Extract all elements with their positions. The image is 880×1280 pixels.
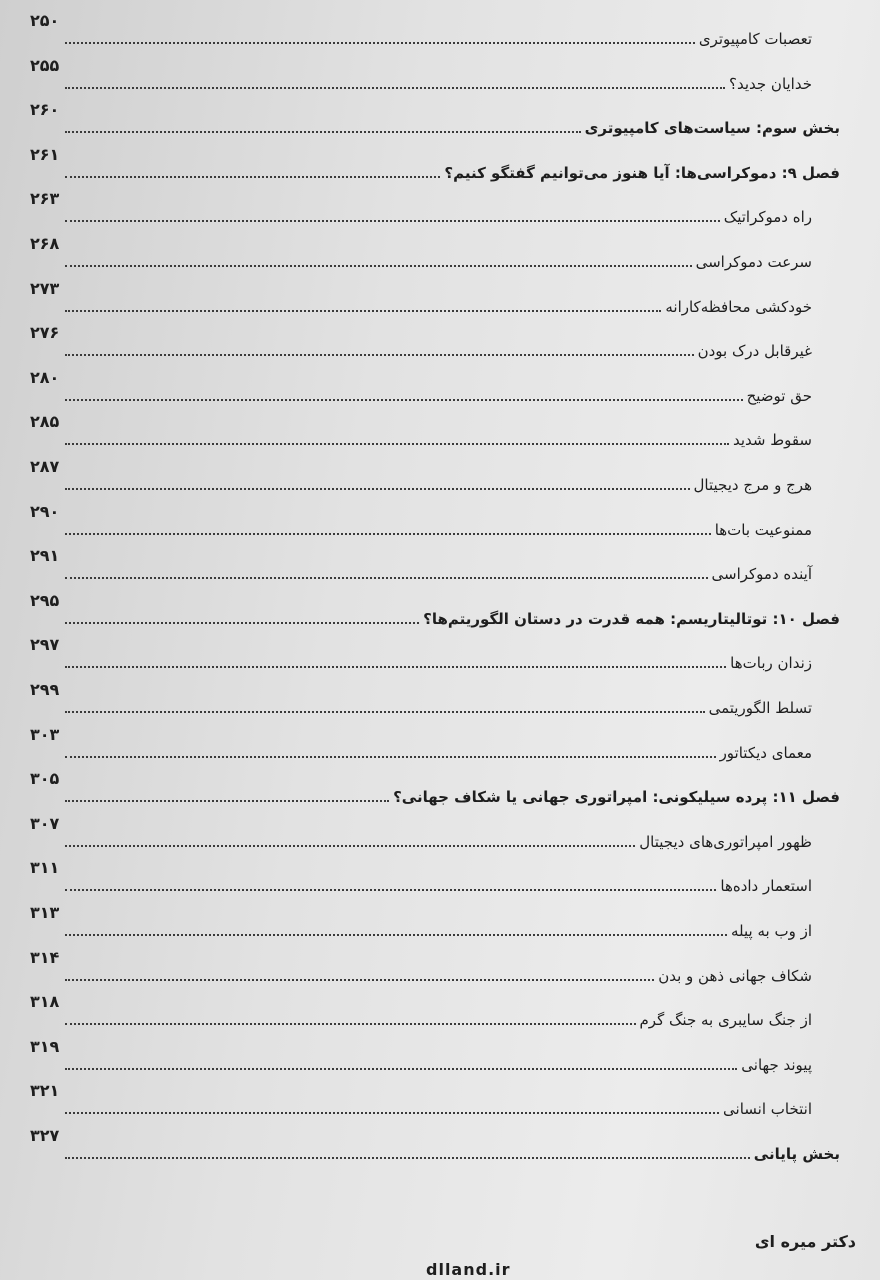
toc-entry-page-number: ۳۰۵ bbox=[30, 769, 60, 789]
toc-entry bbox=[30, 186, 840, 226]
toc-entry bbox=[30, 409, 840, 449]
toc-entry-title: خودکشی محافظه‌کارانه bbox=[665, 297, 812, 316]
toc-entry-page-number: ۳۱۸ bbox=[30, 992, 60, 1012]
toc-entry-page-number: ۳۰۳ bbox=[30, 724, 60, 744]
toc-entry-title: ظهور امپراتوری‌های دیجیتال bbox=[639, 832, 812, 851]
toc-entry-page-number: ۲۵۰ bbox=[30, 11, 60, 30]
toc-entry-page-number: ۲۵۵ bbox=[30, 55, 60, 75]
toc-entry bbox=[30, 231, 840, 271]
toc-entry-title: سقوط شدید bbox=[732, 431, 812, 450]
dot-leader bbox=[65, 176, 440, 178]
toc-entry bbox=[30, 900, 840, 940]
toc-entry-title: حق توضیح bbox=[746, 386, 812, 405]
toc-entry-title: فصل ۱۱: پرده سیلیکونی: امپراتوری جهانی یا شکاف جهانی؟ bbox=[393, 788, 840, 807]
toc-entry bbox=[30, 1078, 840, 1118]
toc-entry-page-number: ۲۷۶ bbox=[30, 323, 60, 343]
toc-entry bbox=[30, 97, 840, 137]
toc-entry-title: زندان ربات‌ها bbox=[730, 654, 812, 673]
toc-entry-page-number: ۳۱۴ bbox=[30, 947, 60, 967]
dot-leader bbox=[65, 1068, 737, 1070]
toc-entry-title: پیوند جهانی bbox=[741, 1055, 812, 1074]
toc-entry bbox=[30, 945, 840, 985]
toc-entry-page-number: ۲۹۰ bbox=[30, 501, 60, 521]
author-name: دکتر میره ای bbox=[754, 1232, 856, 1251]
toc-entry-page-number: ۲۸۵ bbox=[30, 412, 60, 432]
toc-entry bbox=[30, 588, 840, 628]
dot-leader bbox=[65, 265, 691, 267]
toc-entry-page-number: ۳۱۹ bbox=[30, 1036, 60, 1056]
toc-entry-title: بخش سوم: سیاست‌های کامپیوتری bbox=[584, 119, 840, 138]
dot-leader bbox=[65, 399, 742, 401]
dot-leader bbox=[65, 666, 726, 668]
toc-entry bbox=[30, 365, 840, 405]
toc-entry bbox=[30, 142, 840, 182]
dot-leader bbox=[65, 756, 715, 758]
dot-leader bbox=[65, 1112, 719, 1114]
toc-entry-page-number: ۳۲۷ bbox=[30, 1126, 60, 1145]
toc-entry-title: تعصبات کامپیوتری bbox=[698, 30, 812, 48]
toc-entry-title: از جنگ سایبری به جنگ گرم bbox=[639, 1011, 812, 1030]
dot-leader bbox=[65, 1157, 749, 1159]
toc-entry-title: تسلط الگوریتمی bbox=[708, 699, 812, 717]
toc-entry-title: فصل ۱۰: توتالیتاریسم: همه قدرت در دستان الگوریتم‌ها؟ bbox=[423, 609, 840, 628]
dot-leader bbox=[65, 42, 695, 44]
dot-leader bbox=[65, 220, 719, 222]
toc-entry-title: هرج و مرج دیجیتال bbox=[693, 476, 812, 494]
toc-entry-title: سرعت دموکراسی bbox=[695, 253, 812, 271]
toc-entry-page-number: ۲۶۳ bbox=[30, 189, 60, 209]
dot-leader bbox=[65, 488, 689, 490]
dot-leader bbox=[65, 711, 704, 713]
toc-entry-page-number: ۲۸۰ bbox=[30, 367, 60, 387]
toc-entry-title: راه دموکراتیک bbox=[723, 208, 812, 227]
toc-entry-title: انتخاب انسانی bbox=[723, 1100, 812, 1119]
toc-entry-page-number: ۳۱۱ bbox=[30, 858, 60, 878]
dot-leader bbox=[65, 310, 661, 312]
toc-entry bbox=[30, 1123, 840, 1163]
dot-leader bbox=[65, 443, 729, 445]
toc-entry bbox=[30, 276, 840, 316]
dot-leader bbox=[65, 354, 693, 356]
toc-entry-title: غیرقابل درک بودن bbox=[697, 342, 812, 361]
dot-leader bbox=[65, 934, 727, 936]
toc-entry bbox=[30, 766, 840, 806]
toc-entry-page-number: ۲۶۰ bbox=[30, 100, 60, 120]
toc-entry bbox=[30, 855, 840, 895]
toc-entry-page-number: ۲۷۳ bbox=[30, 278, 60, 298]
toc-entry bbox=[30, 1034, 840, 1074]
dot-leader bbox=[65, 577, 707, 579]
toc-entry-title: ممنوعیت بات‌ها bbox=[714, 520, 812, 539]
toc-entry bbox=[30, 454, 840, 494]
toc-entry-page-number: ۲۶۸ bbox=[30, 234, 60, 253]
toc-entry bbox=[30, 53, 840, 93]
toc-entry bbox=[30, 677, 840, 717]
toc-entry-title: استعمار داده‌ها bbox=[720, 877, 812, 896]
toc-entry bbox=[30, 632, 840, 672]
toc-entry-page-number: ۲۹۱ bbox=[30, 546, 60, 566]
toc-entry-title: شکاف جهانی ذهن و بدن bbox=[658, 966, 812, 985]
toc-entry-title: بخش پایانی bbox=[753, 1145, 840, 1163]
toc-entry bbox=[30, 543, 840, 583]
toc-entry bbox=[30, 8, 840, 48]
dot-leader bbox=[65, 87, 725, 89]
toc-entry-page-number: ۳۲۱ bbox=[30, 1081, 60, 1101]
dot-leader bbox=[65, 131, 580, 133]
dot-leader bbox=[65, 845, 635, 847]
toc-entry-title: آینده دموکراسی bbox=[711, 565, 812, 584]
toc-entry bbox=[30, 722, 840, 762]
toc-entry bbox=[30, 320, 840, 360]
dot-leader bbox=[65, 533, 710, 535]
dot-leader bbox=[65, 622, 419, 624]
toc-entry-title: معمای دیکتاتور bbox=[719, 743, 812, 762]
dot-leader bbox=[65, 979, 654, 981]
toc-entry-page-number: ۲۸۷ bbox=[30, 457, 60, 476]
dot-leader bbox=[65, 1023, 635, 1025]
dot-leader bbox=[65, 889, 716, 891]
toc-entry-page-number: ۲۶۱ bbox=[30, 144, 60, 164]
toc-entry-title: خدایان جدید؟ bbox=[729, 74, 812, 93]
dot-leader bbox=[65, 800, 389, 802]
toc-entry-page-number: ۳۰۷ bbox=[30, 813, 60, 833]
toc-entry-title: فصل ۹: دموکراسی‌ها: آیا هنوز می‌توانیم گفتگو کنیم؟ bbox=[444, 163, 840, 182]
toc-entry bbox=[30, 989, 840, 1029]
toc-entry-page-number: ۲۹۵ bbox=[30, 590, 60, 610]
toc-entry-page-number: ۲۹۷ bbox=[30, 635, 60, 655]
source-url: dlland.ir bbox=[426, 1260, 511, 1279]
toc-entry-page-number: ۲۹۹ bbox=[30, 680, 60, 699]
toc-entry bbox=[30, 499, 840, 539]
toc-entry-page-number: ۳۱۳ bbox=[30, 903, 60, 922]
toc-entry bbox=[30, 811, 840, 851]
table-of-contents bbox=[30, 0, 840, 1250]
toc-entry-title: از وب به پیله bbox=[730, 922, 812, 940]
